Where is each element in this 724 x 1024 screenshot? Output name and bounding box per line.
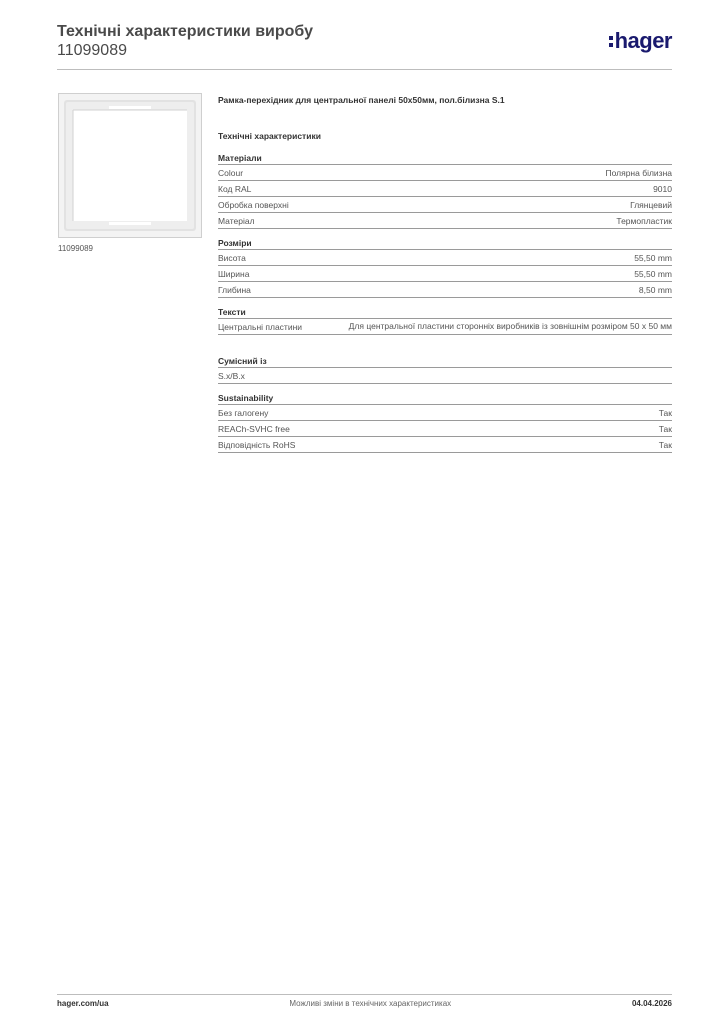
spec-row [218, 181, 672, 197]
section-dimensions [218, 237, 672, 298]
section-materials [218, 152, 672, 229]
image-caption: 11099089 [58, 244, 93, 253]
section-texts [218, 306, 672, 335]
spec-value: Так [658, 408, 672, 418]
section-sustainability [218, 392, 672, 453]
spec-value: Полярна білизна [605, 168, 672, 178]
section-title: Sustainability [218, 392, 672, 405]
document-title: Технічні характеристики виробу [57, 23, 313, 40]
section-title: Тексти [218, 306, 672, 319]
product-image [58, 93, 202, 238]
spec-row [218, 437, 672, 453]
section-title: Сумісний із [218, 355, 672, 368]
spec-label: Центральні пластини [218, 322, 303, 332]
logo-dots-icon [609, 36, 613, 47]
page-footer [57, 994, 672, 1008]
logo-text: hager [614, 28, 672, 53]
spec-label: Без галогену [218, 408, 269, 418]
spec-row [218, 266, 672, 282]
spec-label: Матеріал [218, 216, 255, 226]
spec-row [218, 319, 672, 335]
footer-notice: Можливі зміни в технічних характеристиках [289, 999, 452, 1008]
spec-value: 9010 [653, 184, 672, 194]
spec-row [218, 282, 672, 298]
spec-value: Глянцевий [630, 200, 672, 210]
spec-value: 8,50 mm [638, 285, 672, 295]
spec-value: Так [658, 440, 672, 450]
spec-value: Для центральної пластини сторонніх виробників із зовнішнім розміром 50 x 50 мм [348, 321, 672, 331]
spec-row [218, 421, 672, 437]
page-header [57, 22, 672, 70]
website-link[interactable]: hager.com/ua [57, 999, 109, 1008]
product-number: 11099089 [57, 42, 127, 59]
section-compatible [218, 355, 672, 384]
hager-logo [609, 28, 672, 54]
spec-label: Висота [218, 253, 246, 263]
spec-value: Термопластик [616, 216, 672, 226]
spec-label: REACh-SVHC free [218, 424, 290, 434]
spec-label: Відповідність RoHS [218, 440, 296, 450]
specs-heading: Технічні характеристики [218, 131, 321, 141]
spec-label: Обробка поверхні [218, 200, 289, 210]
spec-label: Colour [218, 168, 244, 178]
spec-row [218, 165, 672, 181]
spec-label: Ширина [218, 269, 250, 279]
spec-row [218, 197, 672, 213]
specifications [218, 94, 672, 453]
footer-date: 04.04.2026 [631, 999, 672, 1008]
spec-row [218, 405, 672, 421]
spec-value: 55,50 mm [634, 253, 672, 263]
product-name: Рамка-перехідник для центральної панелі 50x50мм, пол.білизна S.1 [218, 95, 505, 105]
spec-row [218, 250, 672, 266]
section-title: Матеріали [218, 152, 672, 165]
spec-label: Глибина [218, 285, 251, 295]
spec-row [218, 368, 672, 384]
frame-adapter-icon [59, 94, 201, 237]
spec-row [218, 213, 672, 229]
section-title: Розміри [218, 237, 672, 250]
spec-value: Так [658, 424, 672, 434]
spec-label: Код RAL [218, 184, 252, 194]
spec-label: S.x/B.x [218, 371, 245, 381]
spec-value: 55,50 mm [634, 269, 672, 279]
